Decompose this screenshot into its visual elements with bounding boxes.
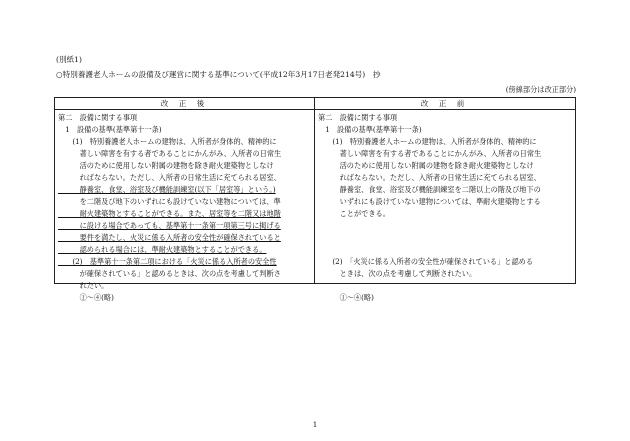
- after-line-amended: 認められる場合には、準耐火建築物とすることができる。: [58, 245, 267, 254]
- after-line: 著しい障害を有する者であることにかんがみ、入所者の日常生: [58, 149, 282, 158]
- page-number: 1: [312, 420, 318, 429]
- after-line-amended: 耐火建築物とすることができる。また、居室等を二階又は地階: [58, 209, 281, 218]
- after-line: 活のために使用しない附属の建物を除き耐火建築物としなけ: [58, 161, 274, 170]
- before-line: (1) 特別養護老人ホームの建物は、入所者が身体的、精神的に: [318, 137, 537, 146]
- comparison-table: [54, 97, 576, 302]
- header-before-revision: 改 正 前: [420, 99, 469, 108]
- before-line-blank: [318, 220, 541, 232]
- before-line: 静養室、食堂、浴室及び機能訓練室を二階以上の階及び地下の: [318, 185, 541, 194]
- after-line: 1 設備の基準(基準第十一条): [58, 125, 162, 134]
- after-revision-text: [58, 112, 281, 304]
- before-line: ときは、次の点を考慮して判断されたい。: [318, 269, 477, 278]
- after-line: ①～④(略): [58, 293, 114, 302]
- after-line: を二階及び地下のいずれにも設けていない建物については、準: [58, 197, 281, 206]
- after-line-amended: (2) 基準第十一条第二項における「火災に係る入所者の安全性: [58, 257, 277, 266]
- before-line: 第二 設備に関する事項: [318, 113, 398, 122]
- after-line-amended: 要件を満たし、火災に係る入所者の安全性が確保されていると: [58, 233, 281, 242]
- before-line-blank: [318, 244, 541, 256]
- before-revision-text: [318, 112, 541, 304]
- before-line-blank: [318, 280, 541, 292]
- before-line: いずれにも設けていない建物については、準耐火建築物とする: [318, 197, 541, 206]
- document-title: ○特別養護老人ホームの設備及び運営に関する基準について(平成12年3月17日老発214号) 抄: [56, 70, 381, 79]
- before-line: 1 設備の基準(基準第十一条): [318, 125, 422, 134]
- after-line: れたい。: [58, 281, 109, 290]
- before-line-blank: [318, 232, 541, 244]
- before-line: (2) 「火災に係る入所者の安全性が確保されている」と認める: [318, 257, 534, 266]
- before-line: ればならない。ただし、入所者の日常生活に充てられる居室、: [318, 173, 541, 182]
- after-line: ればならない。ただし、入所者の日常生活に充てられる居室、: [58, 173, 281, 182]
- after-line: (1) 特別養護老人ホームの建物は、入所者が身体的、精神的に: [58, 137, 277, 146]
- column-divider: [314, 98, 315, 283]
- after-line-amended: に設ける場合であっても、基準第十一条第一項第三号に掲げる: [58, 221, 281, 230]
- header-after-revision: 改 正 後: [160, 99, 209, 108]
- page-label: (別紙1): [56, 55, 82, 64]
- after-line: 第二 設備に関する事項: [58, 113, 138, 122]
- amendment-legend: (傍線部分は改正部分): [505, 85, 576, 94]
- before-line: 著しい障害を有する者であることにかんがみ、入所者の日常生: [318, 149, 542, 158]
- after-line-amended: 静養室、食堂、浴室及び機能訓練室(以下「居室等」という。): [58, 185, 276, 194]
- before-line: ことができる。: [318, 209, 390, 218]
- header-divider: [55, 109, 575, 110]
- before-line: 活のために使用しない附属の建物を除き耐火建築物としなけ: [318, 161, 534, 170]
- after-line: が確保されている」と認めるときは、次の点を考慮して判断さ: [58, 269, 281, 278]
- before-line: ①～④(略): [318, 293, 374, 302]
